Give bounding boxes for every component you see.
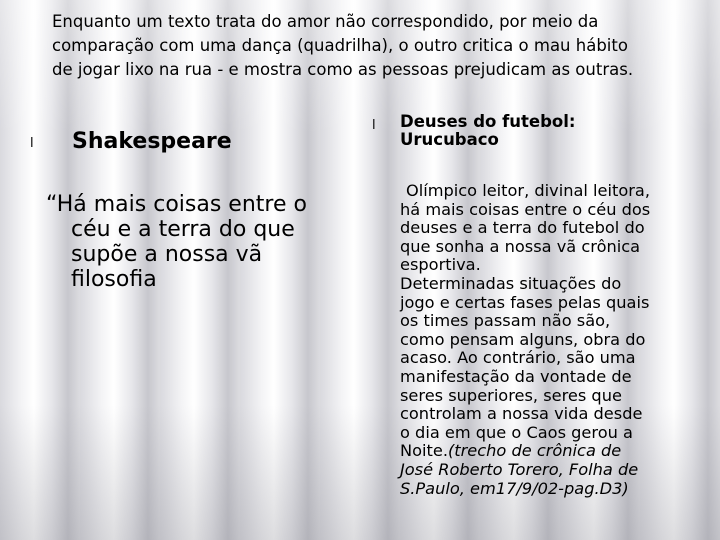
cronica-line: controlam a nossa vida desde	[400, 404, 643, 424]
heading-right-line-2: Urucubaco	[400, 130, 499, 149]
cronica-line: acaso. Ao contrário, são uma	[400, 348, 636, 368]
cronica-line: os times passam não são,	[400, 311, 611, 331]
quote-line-2: céu e a terra do que	[71, 217, 295, 242]
cronica-line: jogo e certas fases pelas quais	[400, 292, 650, 312]
cronica-line: esportiva.	[400, 255, 481, 275]
quote-line-1: “Há mais coisas entre o	[46, 192, 307, 217]
cronica-text	[400, 182, 680, 498]
cronica-noite: Noite.	[400, 441, 448, 461]
quote-line-3: supõe a nossa vã	[71, 242, 263, 267]
cronica-line: Olímpico leitor, divinal leitora,	[406, 181, 650, 200]
intro-line-2: comparação com uma dança (quadrilha), o outro critica o mau hábito	[52, 36, 628, 55]
quote-line-4: filosofia	[71, 267, 157, 292]
cronica-line: há mais coisas entre o céu dos	[400, 199, 651, 219]
bullet-left: l	[30, 136, 34, 151]
cronica-line: o dia em que o Caos gerou a	[400, 422, 633, 442]
citation-line-2: José Roberto Torero, Folha de	[400, 459, 639, 479]
cronica-line: deuses e a terra do futebol do	[400, 218, 645, 238]
intro-paragraph	[52, 10, 682, 82]
cronica-line: seres superiores, seres que	[400, 385, 622, 405]
intro-line-1: Enquanto um texto trata do amor não correspondido, por meio da	[52, 12, 599, 31]
cronica-line: Determinadas situações do	[400, 273, 622, 293]
cronica-line: que sonha a nossa vã crônica	[400, 236, 641, 256]
heading-shakespeare: Shakespeare	[72, 129, 232, 154]
citation-line-1: (trecho de crônica de	[447, 441, 622, 461]
bullet-right: l	[372, 118, 376, 133]
intro-line-3: de jogar lixo na rua - e mostra como as pessoas prejudicam as outras.	[52, 60, 634, 79]
shakespeare-quote	[46, 192, 346, 292]
cronica-line: manifestação da vontade de	[400, 366, 632, 386]
heading-deuses-do-futebol	[400, 113, 660, 149]
cronica-last-line	[400, 442, 680, 461]
cronica-line: como pensam alguns, obra do	[400, 329, 646, 349]
heading-right-line-1: Deuses do futebol:	[400, 112, 576, 131]
citation-line-3: S.Paulo, em17/9/02-pag.D3)	[400, 478, 629, 498]
